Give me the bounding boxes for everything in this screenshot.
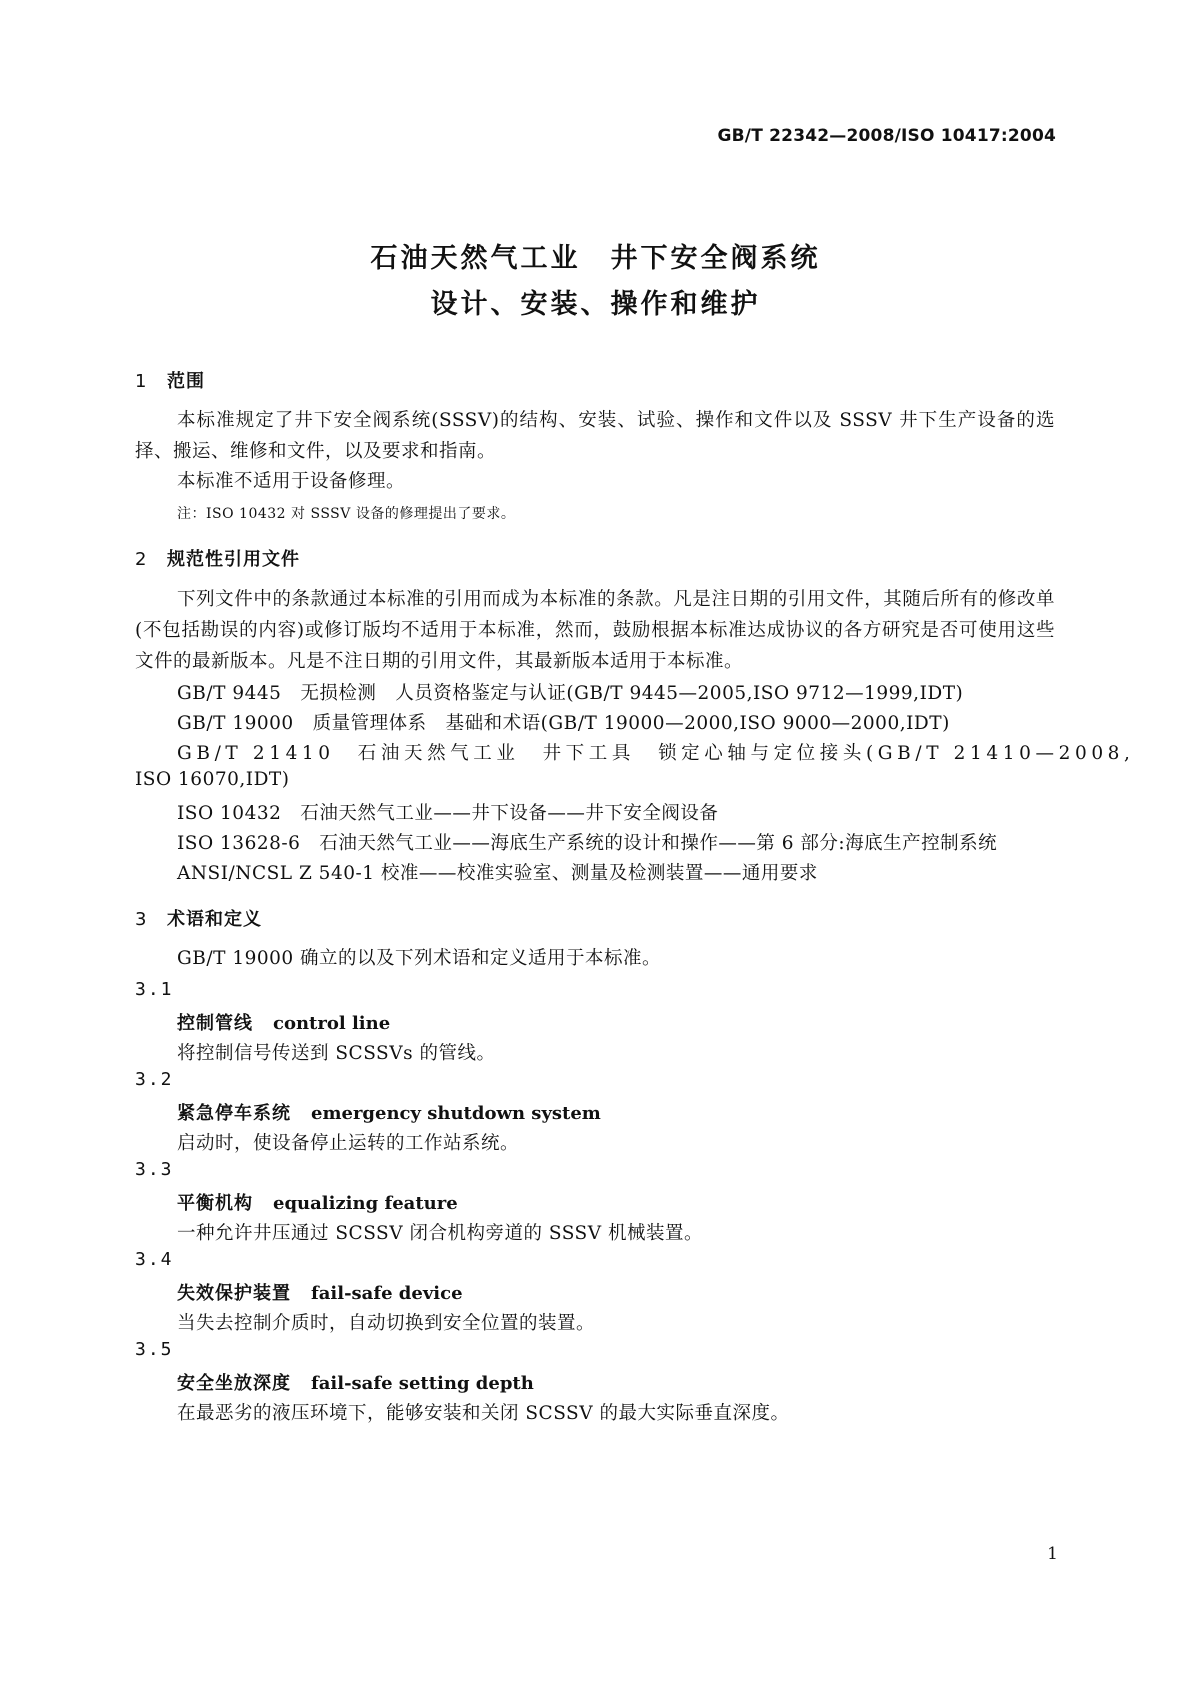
section-number: 3 [135, 909, 148, 930]
section-1-heading [135, 367, 205, 393]
term-en: equalizing feature [273, 1193, 458, 1214]
term-title [177, 1279, 463, 1305]
term-number: 3.3 [135, 1159, 174, 1180]
section-number: 1 [135, 371, 148, 392]
term-en: control line [273, 1013, 391, 1034]
section-2-heading [135, 545, 300, 571]
reference-item-continuation: ISO 16070,IDT) [135, 769, 290, 790]
term-zh: 失效保护装置 [177, 1283, 291, 1304]
reference-item: GB/T 9445 无损检测 人员资格鉴定与认证(GB/T 9445—2005,ISO 9712—1999,IDT) [177, 683, 964, 704]
term-number: 3.1 [135, 979, 174, 1000]
section-1-note: 注：ISO 10432 对 SSSV 设备的修理提出了要求。 [177, 506, 516, 522]
term-number: 3.4 [135, 1249, 174, 1270]
term-title [177, 1099, 601, 1125]
term-title [177, 1369, 534, 1395]
section-number: 2 [135, 549, 148, 570]
term-definition: 一种允许井压通过 SCSSV 闭合机构旁道的 SSSV 机械装置。 [177, 1223, 703, 1244]
section-title: 规范性引用文件 [167, 549, 300, 570]
term-number: 3.2 [135, 1069, 174, 1090]
section-3-intro: GB/T 19000 确立的以及下列术语和定义适用于本标准。 [177, 948, 662, 969]
term-en: fail-safe setting depth [311, 1373, 534, 1394]
document-code: GB/T 22342—2008/ISO 10417:2004 [717, 126, 1056, 146]
title-line-2: 设计、安装、操作和维护 [430, 289, 761, 320]
term-en: fail-safe device [311, 1283, 463, 1304]
reference-item: ISO 10432 石油天然气工业——井下设备——井下安全阀设备 [177, 803, 719, 824]
term-title [177, 1189, 458, 1215]
term-definition: 启动时，使设备停止运转的工作站系统。 [177, 1133, 520, 1154]
section-title: 术语和定义 [167, 909, 262, 930]
page-number: 1 [1047, 1544, 1058, 1564]
term-number: 3.5 [135, 1339, 174, 1360]
term-zh: 控制管线 [177, 1013, 253, 1034]
reference-item: ANSI/NCSL Z 540-1 校准——校准实验室、测量及检测装置——通用要求 [177, 863, 818, 884]
term-definition: 将控制信号传送到 SCSSVs 的管线。 [177, 1043, 496, 1064]
reference-item: GB/T 21410 石油天然气工业 井下工具 锁定心轴与定位接头(GB/T 21410—2008, [177, 743, 1135, 764]
section-3-heading [135, 905, 262, 931]
reference-item: ISO 13628-6 石油天然气工业——海底生产系统的设计和操作——第 6 部分:海底生产控制系统 [177, 833, 998, 854]
term-zh: 平衡机构 [177, 1193, 253, 1214]
term-zh: 紧急停车系统 [177, 1103, 291, 1124]
term-definition: 在最恶劣的液压环境下，能够安装和关闭 SCSSV 的最大实际垂直深度。 [177, 1403, 790, 1424]
reference-item: GB/T 19000 质量管理体系 基础和术语(GB/T 19000—2000,ISO 9000—2000,IDT) [177, 713, 950, 734]
term-en: emergency shutdown system [311, 1103, 601, 1124]
section-title: 范围 [167, 371, 205, 392]
term-title [177, 1009, 390, 1035]
term-definition: 当失去控制介质时，自动切换到安全位置的装置。 [177, 1313, 596, 1334]
section-1-paragraph-1: 本标准规定了井下安全阀系统(SSSV)的结构、安装、试验、操作和文件以及 SSSV 井下生产设备的选择、搬运、维修和文件，以及要求和指南。 [135, 410, 1055, 462]
title-line-1: 石油天然气工业 井下安全阀系统 [370, 243, 821, 274]
section-2-paragraph: 下列文件中的条款通过本标准的引用而成为本标准的条款。凡是注日期的引用文件，其随后所有的修改单(不包括勘误的内容)或修订版均不适用于本标准，然而，鼓励根据本标准达成协议的各方研究是否可使用这些文件的最新版本。凡是不注日期的引用文件，其最新版本适用于本标准。 [135, 589, 1055, 672]
term-zh: 安全坐放深度 [177, 1373, 291, 1394]
section-1-paragraph-2: 本标准不适用于设备修理。 [177, 471, 406, 492]
